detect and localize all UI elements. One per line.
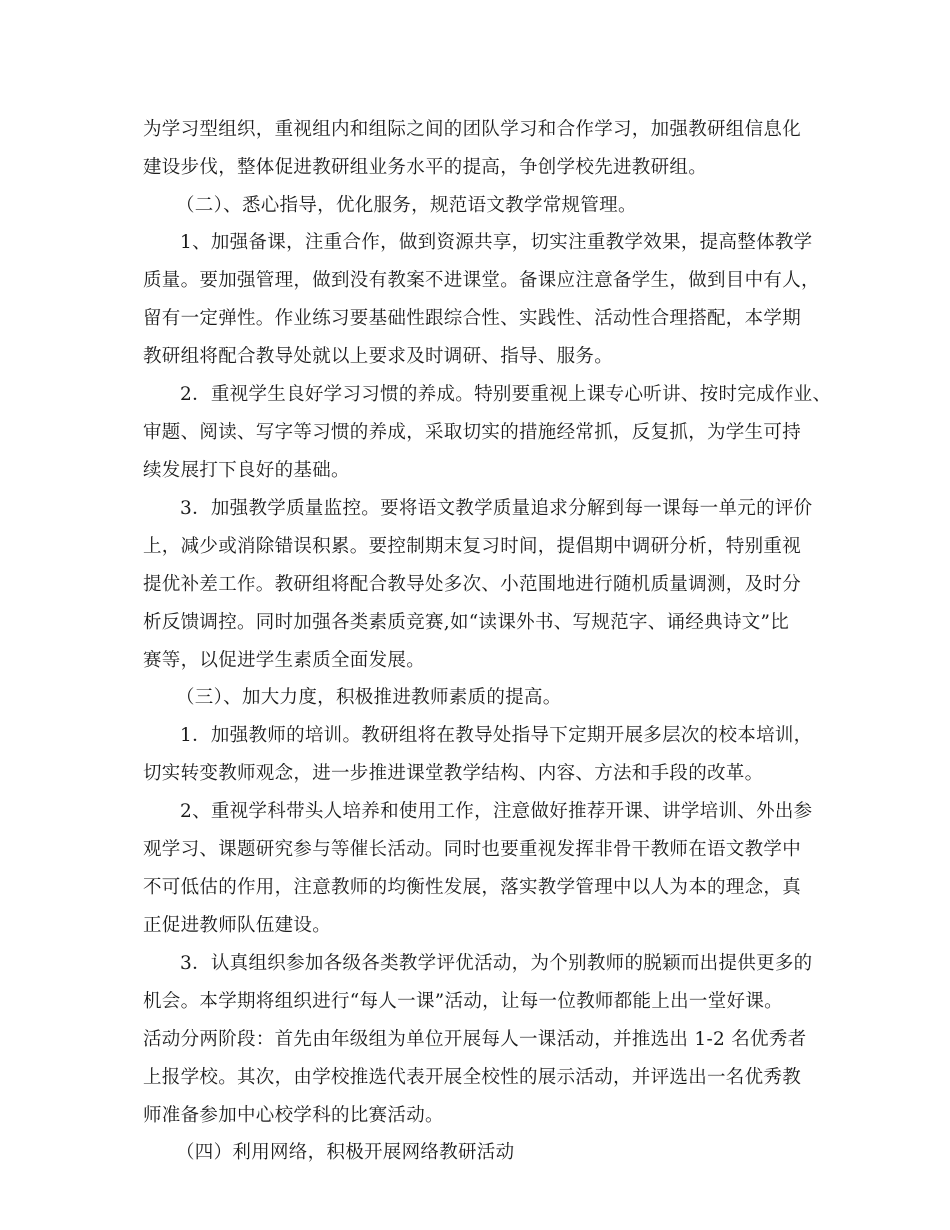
paragraph-line: 教研组将配合教导处就以上要求及时调研、指导、服务。 (143, 346, 614, 367)
paragraph-line: 上，减少或消除错误积累。要控制期末复习时间，提倡期中调研分析，特别重视 (143, 536, 802, 557)
paragraph-line: 审题、阅读、写字等习惯的养成，采取切实的措施经常抓，反复抓，为学生可持 (143, 422, 802, 443)
section-heading-4: （四）利用网络，积极开展网络教研活动 (176, 1142, 515, 1163)
paragraph-line: 正促进教师队伍建设。 (143, 915, 332, 936)
paragraph-line: 不可低估的作用，注意教师的均衡性发展，落实教学管理中以人为本的理念，真 (143, 877, 802, 898)
paragraph-line: 提优补差工作。教研组将配合教导处多次、小范围地进行随机质量调测，及时分 (143, 574, 802, 595)
paragraph-line: 师准备参加中心校学科的比赛活动。 (143, 1105, 444, 1126)
paragraph-line: 续发展打下良好的基础。 (143, 460, 350, 481)
paragraph-line: 活动分两阶段：首先由年级组为单位开展每人一课活动，并推选出 1-2 名优秀者 (143, 1029, 807, 1050)
paragraph-line: 3．认真组织参加各级各类教学评优活动，为个别教师的脱颖而出提供更多的 (180, 953, 813, 974)
section-heading-3: （三）、加大力度，积极推进教师素质的提高。 (176, 687, 562, 708)
paragraph-line: 2、重视学科带头人培养和使用工作，注意做好推荐开课、讲学培训、外出参 (180, 801, 813, 822)
paragraph-line: 1．加强教师的培训。教研组将在教导处指导下定期开展多层次的校本培训， (180, 725, 813, 746)
paragraph-line: 3．加强教学质量监控。要将语文教学质量追求分解到每一课每一单元的评价 (180, 498, 813, 519)
paragraph-line: 为学习型组织，重视组内和组际之间的团队学习和合作学习，加强教研组信息化 (143, 119, 802, 140)
paragraph-line: 留有一定弹性。作业练习要基础性跟综合性、实践性、活动性合理搭配，本学期 (143, 308, 802, 329)
paragraph-line: 建设步伐，整体促进教研组业务水平的提高，争创学校先进教研组。 (143, 157, 708, 178)
paragraph-line: 上报学校。其次，由学校推选代表开展全校性的展示活动，并评选出一名优秀教 (143, 1067, 802, 1088)
paragraph-line: 析反馈调控。同时加强各类素质竞赛,如“读课外书、写规范字、诵经典诗文”比 (143, 612, 790, 633)
paragraph-line: 观学习、课题研究参与等催长活动。同时也要重视发挥非骨干教师在语文教学中 (143, 839, 802, 860)
paragraph-line: 2．重视学生良好学习习惯的养成。特别要重视上课专心听讲、按时完成作业、 (180, 384, 832, 405)
section-heading-2: （二）、悉心指导，优化服务，规范语文教学常规管理。 (176, 195, 637, 216)
paragraph-line: 赛等，以促进学生素质全面发展。 (143, 650, 426, 671)
paragraph-line: 切实转变教师观念，进一步推进课堂教学结构、内容、方法和手段的改革。 (143, 763, 764, 784)
paragraph-line: 1、加强备课，注重合作，做到资源共享，切实注重教学效果，提高整体教学 (180, 232, 813, 253)
paragraph-line: 机会。本学期将组织进行“每人一课”活动，让每一位教师都能上出一堂好课。 (143, 991, 783, 1012)
paragraph-line: 质量。要加强管理，做到没有教案不进课堂。备课应注意备学生，做到目中有人， (143, 270, 820, 291)
